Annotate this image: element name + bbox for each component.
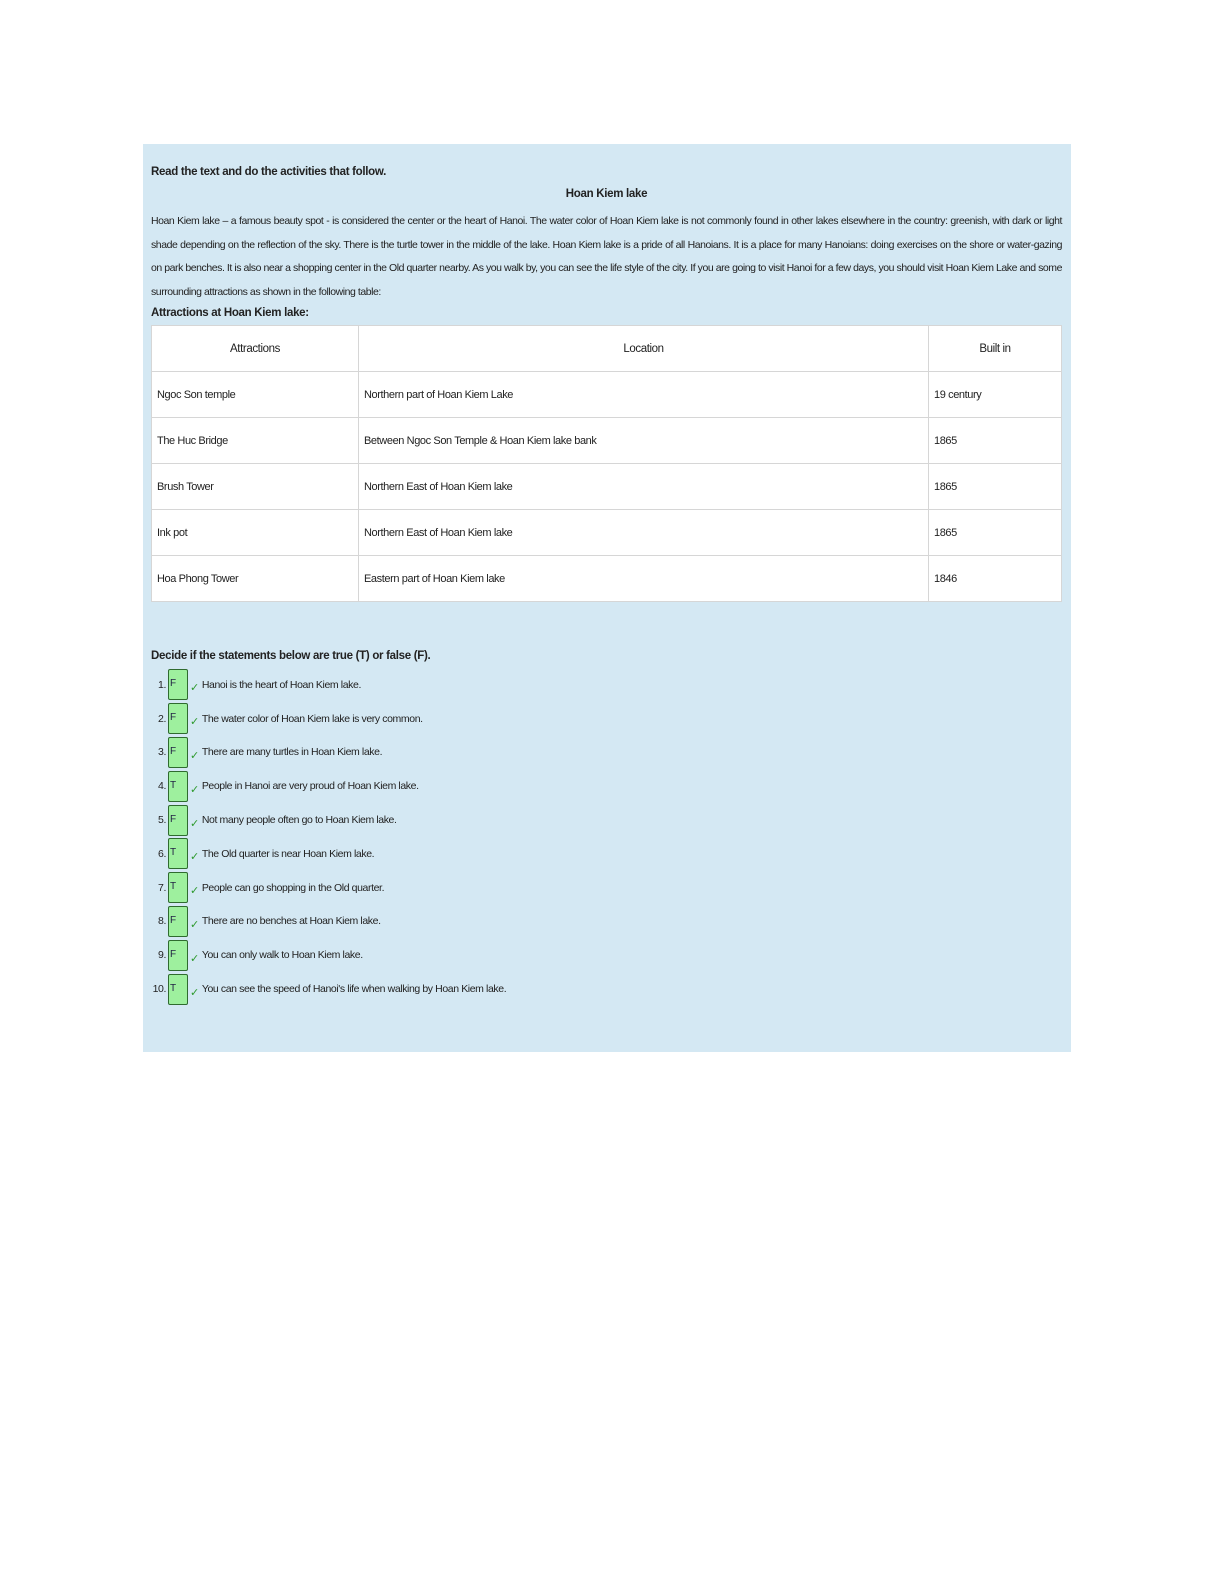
cell-attraction: Ink pot — [152, 510, 359, 556]
header-attractions: Attractions — [152, 326, 359, 372]
item-number: 4. — [158, 780, 166, 793]
quiz-item — [151, 803, 1062, 837]
quiz-item — [151, 769, 1062, 803]
statement-text: People can go shopping in the Old quarter. — [201, 881, 385, 894]
statement-text: The Old quarter is near Hoan Kiem lake. — [201, 847, 375, 860]
quiz-item — [151, 905, 1062, 939]
cell-location: Between Ngoc Son Temple & Hoan Kiem lake bank — [359, 418, 929, 464]
answer-input[interactable]: F — [168, 669, 188, 700]
check-icon: ✓ — [190, 817, 199, 830]
answer-input[interactable]: F — [168, 703, 188, 734]
item-number: 10. — [152, 983, 166, 996]
quiz-instruction: Decide if the statements below are true (T) or false (F). — [151, 650, 431, 662]
quiz-item — [151, 837, 1062, 871]
quiz-item — [151, 972, 1062, 1006]
item-number: 2. — [158, 712, 166, 725]
cell-location: Eastern part of Hoan Kiem lake — [359, 556, 929, 602]
table-row — [152, 464, 1062, 510]
answer-input[interactable]: F — [168, 906, 188, 937]
header-location: Location — [359, 326, 929, 372]
answer-input[interactable]: T — [168, 974, 188, 1005]
table-row — [152, 556, 1062, 602]
check-icon: ✓ — [190, 952, 199, 965]
attractions-table — [151, 325, 1062, 602]
cell-location: Northern East of Hoan Kiem lake — [359, 464, 929, 510]
statement-text: Not many people often go to Hoan Kiem lake. — [201, 814, 397, 827]
item-number: 1. — [158, 678, 166, 691]
cell-built-in: 1865 — [929, 418, 1062, 464]
quiz-item — [151, 938, 1062, 972]
passage-title: Hoan Kiem lake — [565, 188, 648, 200]
statement-text: There are many turtles in Hoan Kiem lake. — [201, 746, 383, 759]
check-icon: ✓ — [190, 749, 199, 762]
cell-location: Northern part of Hoan Kiem Lake — [359, 372, 929, 418]
cell-attraction: Hoa Phong Tower — [152, 556, 359, 602]
exercise-panel — [143, 144, 1071, 1052]
cell-attraction: Brush Tower — [152, 464, 359, 510]
statement-text: People in Hanoi are very proud of Hoan Kiem lake. — [201, 780, 419, 793]
quiz-item — [151, 668, 1062, 702]
check-icon: ✓ — [190, 716, 199, 729]
check-icon: ✓ — [190, 851, 199, 864]
item-number: 9. — [158, 949, 166, 962]
statement-text: The water color of Hoan Kiem lake is very common. — [201, 712, 423, 725]
table-caption: Attractions at Hoan Kiem lake: — [151, 307, 309, 319]
answer-input[interactable]: F — [168, 805, 188, 836]
item-number: 5. — [158, 814, 166, 827]
quiz-item — [151, 871, 1062, 905]
cell-location: Northern East of Hoan Kiem lake — [359, 510, 929, 556]
statement-text: You can only walk to Hoan Kiem lake. — [201, 949, 363, 962]
check-icon: ✓ — [190, 885, 199, 898]
check-icon: ✓ — [190, 682, 199, 695]
answer-input[interactable]: F — [168, 940, 188, 971]
statement-text: You can see the speed of Hanoi's life when walking by Hoan Kiem lake. — [201, 983, 507, 996]
item-number: 6. — [158, 847, 166, 860]
check-icon: ✓ — [190, 918, 199, 931]
cell-built-in: 1865 — [929, 510, 1062, 556]
table-row — [152, 372, 1062, 418]
cell-built-in: 19 century — [929, 372, 1062, 418]
check-icon: ✓ — [190, 986, 199, 999]
table-row — [152, 510, 1062, 556]
table-header-row — [152, 326, 1062, 372]
item-number: 7. — [158, 881, 166, 894]
answer-input[interactable]: T — [168, 771, 188, 802]
answer-input[interactable]: F — [168, 737, 188, 768]
cell-attraction: The Huc Bridge — [152, 418, 359, 464]
item-number: 3. — [158, 746, 166, 759]
reading-passage: Hoan Kiem lake – a famous beauty spot - is considered the center or the heart of Hanoi. The water color of Hoan Kiem lake is not commonly found in other lakes elsewhere in the country: greenish, with dark or light shade depending on the reflection of the sky. There is the turtle tower in the middle of the lake. Hoan Kiem lake is a pride of all Hanoians. It is a place for many Hanoians: doing exercises on the shore or water-gazing on park benches. It is also near a shopping center in the Old quarter nearby. As you walk by, you can see the life style of the city. If you are going to visit Hanoi for a few days, you should visit Hoan Kiem Lake and some surrounding attractions as shown in the following table: — [151, 215, 1062, 298]
quiz-item — [151, 736, 1062, 770]
quiz-list — [151, 668, 1062, 1006]
cell-built-in: 1846 — [929, 556, 1062, 602]
item-number: 8. — [158, 915, 166, 928]
table-row — [152, 418, 1062, 464]
header-built-in: Built in — [929, 326, 1062, 372]
cell-attraction: Ngoc Son temple — [152, 372, 359, 418]
answer-input[interactable]: T — [168, 872, 188, 903]
check-icon: ✓ — [190, 783, 199, 796]
statement-text: There are no benches at Hoan Kiem lake. — [201, 915, 381, 928]
quiz-item — [151, 702, 1062, 736]
reading-instruction: Read the text and do the activities that follow. — [151, 166, 387, 178]
cell-built-in: 1865 — [929, 464, 1062, 510]
statement-text: Hanoi is the heart of Hoan Kiem lake. — [201, 678, 361, 691]
answer-input[interactable]: T — [168, 838, 188, 869]
